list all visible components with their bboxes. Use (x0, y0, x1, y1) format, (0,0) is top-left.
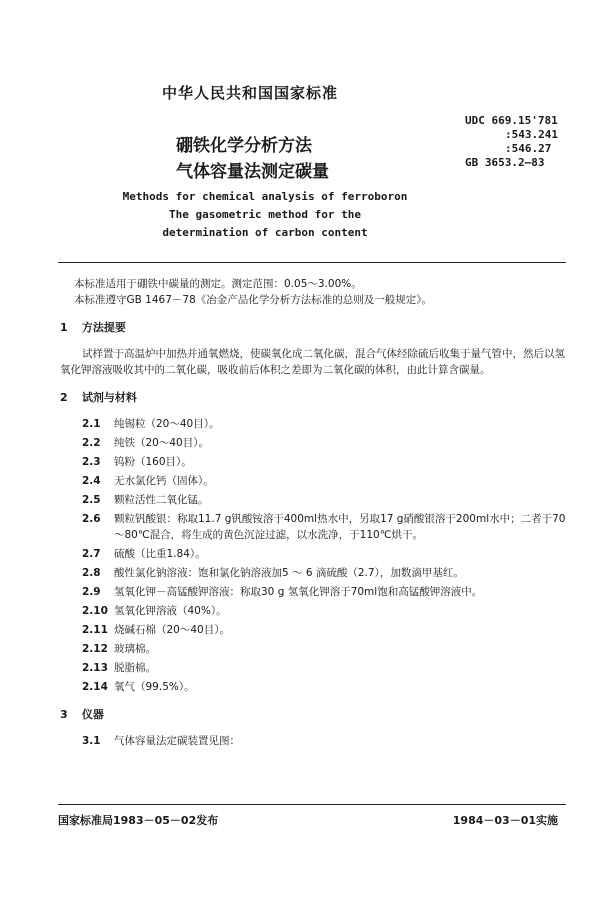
title-cn-line2: 气体容量法测定碳量 (176, 162, 329, 182)
item-number: 2.7 (82, 548, 101, 560)
item-text: 玻璃棉。 (114, 643, 156, 655)
list-item (82, 473, 570, 489)
list-item (82, 641, 570, 657)
list-item (82, 454, 570, 470)
section-2-title: 试剂与材料 (81, 391, 137, 404)
item-number: 2.10 (82, 605, 108, 617)
list-item (82, 492, 570, 508)
item-number: 2.6 (82, 513, 101, 525)
list-item (82, 603, 570, 619)
item-text: 无水氯化钙（固体）。 (114, 475, 214, 487)
section-2-number: 2 (60, 391, 68, 404)
section-1-text: 试样置于高温炉中加热并通氧燃烧，使碳氧化成二氧化碳，混合气体经除硫后收集于量气管中，然后以氢氧化钾溶液吸收其中的二氧化碳，吸收前后体积之差即为二氧化碳的体积，由此计算含碳量。 (60, 348, 565, 376)
list-item (82, 733, 570, 749)
title-en-line1: Methods for chemical analysis of ferroboron (122, 190, 408, 203)
item-text: 纯锡粒（20～40目）。 (114, 418, 220, 430)
list-item (82, 416, 570, 432)
gb-code: GB 3653.2—83 (465, 156, 545, 169)
section-3-number: 3 (60, 708, 68, 721)
issued-date: 国家标准局1983－05－02发布 (58, 814, 219, 827)
item-text: 酸性氯化钠溶液：饱和氯化钠溶液加5 ～ 6 滴硫酸（2.7），加数滴甲基红。 (114, 567, 464, 579)
item-text: 纯铁（20～40目）。 (114, 437, 209, 449)
item-text: 颗粒活性二氧化锰。 (114, 494, 209, 506)
intro-paragraph-1: 本标准适用于硼铁中碳量的测定。测定范围：0.05～3.00%。 (74, 278, 362, 290)
item-text: 烧碱石棉（20～40目）。 (114, 624, 230, 636)
item-number: 2.12 (82, 643, 108, 655)
list-item (82, 546, 570, 562)
list-item (82, 622, 570, 638)
list-item (60, 511, 570, 543)
title-en-line2: The gasometric method for the (168, 208, 362, 221)
udc-line3: :546.27 (505, 142, 552, 155)
list-item (82, 565, 570, 581)
item-text: 脱脂棉。 (114, 662, 156, 674)
list-item (82, 584, 570, 600)
item-number: 2.14 (82, 681, 108, 693)
item-text: 氧气（99.5%）。 (114, 681, 195, 693)
header-divider (58, 262, 566, 263)
section-1-heading (60, 320, 570, 336)
section-2-heading (60, 390, 570, 406)
title-chinese (176, 133, 329, 185)
footer-divider (58, 804, 566, 805)
udc-line1: UDC 669.15'781 (465, 114, 558, 127)
item-text: 氢氧化钾－高锰酸钾溶液：称取30 g 氢氧化钾溶于70ml饱和高锰酸钾溶液中。 (114, 586, 483, 598)
item-number: 2.4 (82, 475, 101, 487)
title-en-line3: determination of carbon content (162, 226, 368, 239)
item-text: 颗粒钒酸银：称取11.7 g钒酸铵溶于400ml热水中，另取17 g硝酸银溶于200ml水中；二者于70～80℃混合，将生成的黄色沉淀过滤，以水洗净，于110℃烘干。 (114, 513, 566, 541)
section-3-heading (60, 707, 570, 723)
udc-classification (465, 114, 558, 170)
item-text: 氢氧化钾溶液（40%）。 (114, 605, 227, 617)
effective-date: 1984－03－01实施 (452, 814, 558, 827)
section-2-items (60, 416, 570, 695)
list-item (82, 435, 570, 451)
item-text: 钨粉（160目）。 (114, 456, 192, 468)
item-number: 2.8 (82, 567, 101, 579)
section-3-items (60, 733, 570, 749)
item-number: 2.3 (82, 456, 101, 468)
item-number: 3.1 (82, 735, 101, 747)
item-number: 2.13 (82, 662, 108, 674)
document-body (60, 276, 570, 752)
item-number: 2.2 (82, 437, 101, 449)
section-1-title: 方法提要 (81, 321, 126, 334)
udc-line2: :543.241 (505, 128, 558, 141)
title-cn-line1: 硼铁化学分析方法 (176, 136, 312, 156)
list-item (82, 660, 570, 676)
item-text: 气体容量法定碳装置见图： (114, 735, 240, 747)
item-number: 2.5 (82, 494, 101, 506)
intro-paragraph-2: 本标准遵守GB 1467－78《冶金产品化学分析方法标准的总则及一般规定》。 (74, 294, 433, 306)
item-number: 2.11 (82, 624, 108, 636)
section-1-number: 1 (60, 321, 68, 334)
item-number: 2.1 (82, 418, 101, 430)
item-text: 硫酸（比重1.84）。 (114, 548, 206, 560)
item-number: 2.9 (82, 586, 101, 598)
section-3-title: 仪器 (81, 708, 104, 721)
national-standard-label: 中华人民共和国国家标准 (162, 84, 339, 102)
title-english (100, 188, 430, 242)
list-item (82, 679, 570, 695)
